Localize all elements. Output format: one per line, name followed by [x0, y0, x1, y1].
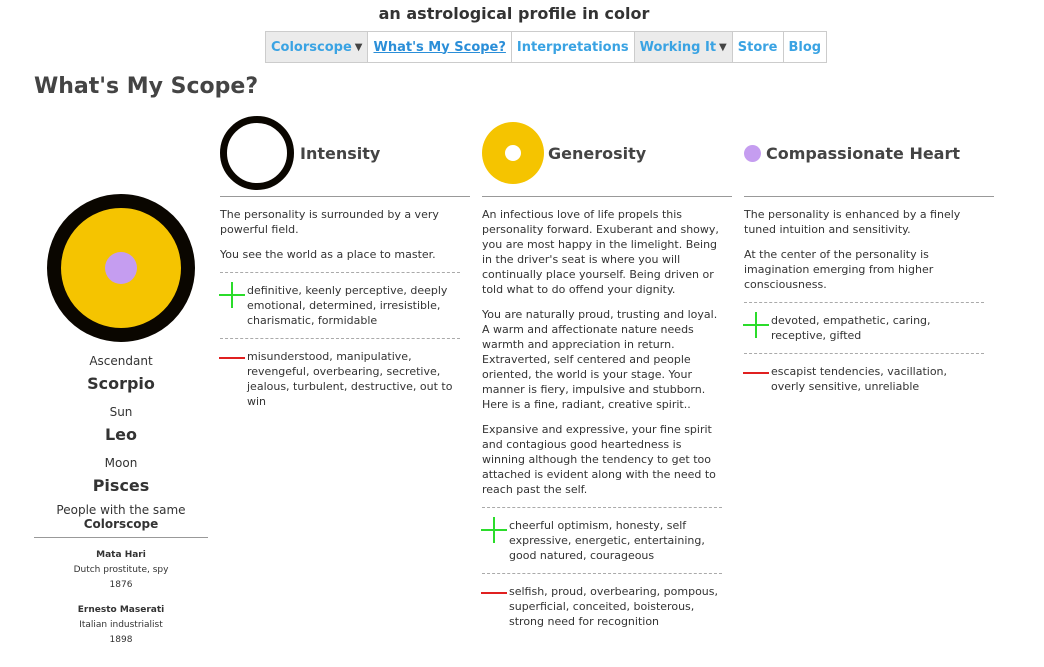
positive-traits-text: cheerful optimism, honesty, self expressive, energetic, entertaining, good natured, courageous	[509, 519, 705, 562]
positive-traits	[482, 518, 722, 563]
negative-traits	[482, 584, 722, 629]
trait-column-compassionate-heart	[744, 116, 994, 394]
trait-column-generosity	[482, 116, 732, 629]
negative-traits-text: selfish, proud, overbearing, pompous, superficial, conceited, boisterous, strong need for recognition	[509, 585, 719, 628]
same-colorscope-text: People with the same	[56, 503, 186, 517]
positive-traits-text: definitive, keenly perceptive, deeply emotional, determined, irresistible, charismatic, formidable	[247, 284, 448, 327]
nav-interpretations[interactable]	[512, 32, 635, 62]
person-name[interactable]: Ernesto Maserati	[77, 605, 165, 615]
trait-header	[744, 116, 994, 190]
negative-traits-text: escapist tendencies, vacillation, overly sensitive, unreliable	[771, 365, 948, 393]
nav-blog-label: Blog	[788, 39, 822, 55]
person-year: 1898	[109, 635, 133, 645]
nav-whats-my-scope[interactable]	[368, 32, 511, 62]
trait-body	[744, 207, 984, 394]
divider	[744, 196, 994, 197]
dropdown-arrow-icon: ▼	[719, 41, 727, 53]
sun-sign: Leo	[104, 425, 138, 444]
same-colorscope-bold: Colorscope	[83, 517, 159, 531]
nav-store[interactable]	[733, 32, 784, 62]
dashed-divider	[744, 302, 984, 303]
trait-body	[482, 207, 722, 629]
plus-icon	[481, 518, 509, 538]
colorscope-circle-icon	[47, 194, 195, 342]
trait-paragraph: At the center of the personality is imagination emerging from higher consciousness.	[744, 248, 934, 291]
minus-icon	[219, 349, 247, 369]
trait-header	[220, 116, 470, 190]
trait-paragraph: You are naturally proud, trusting and loyal. A warm and affectionate nature needs warmth and appreciation in return. Extraverted, self centered and people oriented, the world is your stage. Your manner is fiery, impulsive and stubborn. Here is a fine, radiant, creative spirit..	[482, 308, 718, 411]
ascendant-label: Ascendant	[89, 354, 153, 368]
divider	[220, 196, 470, 197]
famous-person	[34, 603, 208, 648]
dashed-divider	[482, 507, 722, 508]
sun-label: Sun	[109, 405, 133, 419]
trait-header	[482, 116, 732, 190]
nav-whats-my-scope-label: What's My Scope?	[373, 39, 506, 55]
dashed-divider	[482, 573, 722, 574]
nav-colorscope[interactable]	[266, 32, 368, 62]
trait-paragraph: The personality is surrounded by a very powerful field.	[220, 208, 439, 236]
profile-summary	[34, 194, 208, 648]
trait-paragraph: An infectious love of life propels this personality forward. Exuberant and showy, you are most happy in the limelight. Being in the driver's seat is where you will continually place yourself. Being driven or told what to do offend your dignity.	[482, 208, 719, 296]
nav-blog[interactable]	[784, 32, 827, 62]
trait-title: Compassionate Heart	[766, 143, 961, 163]
lavender-dot-icon	[744, 145, 761, 162]
black-ring-icon	[220, 116, 294, 190]
dashed-divider	[220, 338, 460, 339]
trait-title: Generosity	[548, 143, 647, 163]
main-nav	[265, 31, 827, 63]
dropdown-arrow-icon: ▼	[354, 41, 363, 53]
plus-icon	[743, 313, 771, 333]
trait-paragraph: Expansive and expressive, your fine spirit and contagious good heartedness is winning although the tendency to get too attached is evident along with the need to reach past the self.	[482, 423, 716, 496]
person-name[interactable]: Mata Hari	[96, 550, 146, 560]
dashed-divider	[220, 272, 460, 273]
site-tagline: an astrological profile in color	[378, 4, 650, 23]
dashed-divider	[744, 353, 984, 354]
nav-interpretations-label: Interpretations	[516, 39, 629, 55]
minus-icon	[743, 364, 771, 384]
trait-column-intensity	[220, 116, 470, 409]
nav-working-it-label: Working It	[639, 39, 717, 55]
positive-traits	[220, 283, 460, 328]
trait-title: Intensity	[300, 143, 381, 163]
moon-dot-icon	[105, 252, 137, 284]
negative-traits-text: misunderstood, manipulative, revengeful, overbearing, secretive, jealous, turbulent, destructive, out to win	[247, 350, 453, 408]
minus-icon	[481, 584, 509, 604]
positive-traits-text: devoted, empathetic, caring, receptive, gifted	[771, 314, 931, 342]
moon-sign: Pisces	[92, 476, 150, 495]
negative-traits	[220, 349, 460, 409]
page-title: What's My Scope?	[34, 74, 259, 99]
yellow-ring-icon	[482, 122, 544, 184]
ascendant-sign: Scorpio	[87, 374, 155, 393]
nav-working-it[interactable]	[635, 32, 733, 62]
trait-paragraph: You see the world as a place to master.	[220, 248, 436, 261]
famous-person	[34, 548, 208, 593]
moon-label: Moon	[104, 456, 138, 470]
trait-body	[220, 207, 460, 409]
nav-store-label: Store	[737, 39, 778, 55]
plus-icon	[219, 283, 247, 303]
nav-colorscope-label: Colorscope	[271, 39, 352, 55]
negative-traits	[744, 364, 984, 394]
divider	[482, 196, 732, 197]
positive-traits	[744, 313, 984, 343]
trait-paragraph: The personality is enhanced by a finely tuned intuition and sensitivity.	[744, 208, 961, 236]
person-description: Dutch prostitute, spy	[73, 565, 169, 575]
divider	[34, 537, 208, 538]
person-year: 1876	[109, 580, 133, 590]
person-description: Italian industrialist	[79, 620, 163, 630]
same-colorscope-heading	[34, 503, 208, 531]
